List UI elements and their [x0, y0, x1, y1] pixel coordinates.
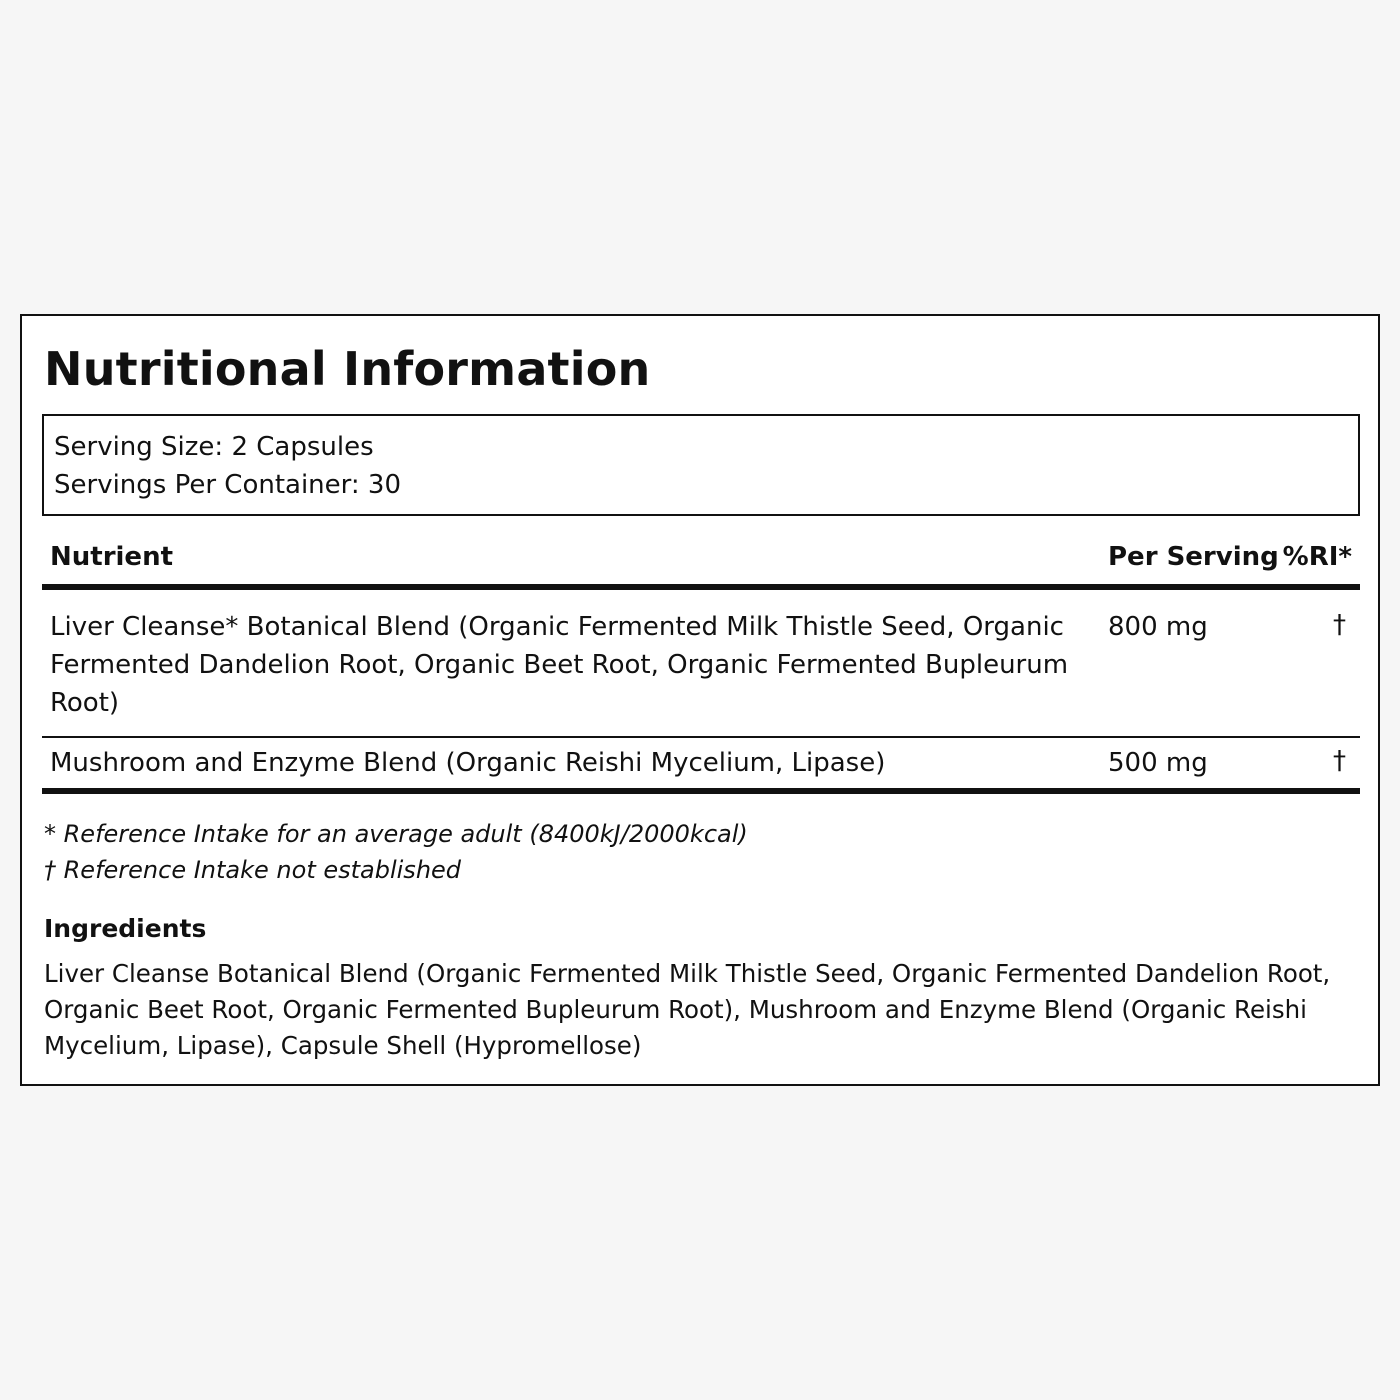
- column-header-nutrient: Nutrient: [50, 542, 174, 572]
- nutrient-ri: †: [1333, 746, 1346, 776]
- table-header: [42, 538, 1360, 590]
- column-header-per-serving: Per Serving: [1108, 542, 1279, 572]
- table-row: [42, 590, 1360, 738]
- nutrient-amount: 500 mg: [1108, 748, 1208, 778]
- nutrient-name: Mushroom and Enzyme Blend (Organic Reishi Mycelium, Lipase): [50, 748, 886, 778]
- ingredients-heading: Ingredients: [44, 914, 207, 943]
- column-header-ri: %RI*: [1282, 542, 1352, 572]
- nutrition-panel: [20, 314, 1380, 1086]
- nutrient-amount: 800 mg: [1108, 612, 1208, 642]
- footnote-reference-intake: * Reference Intake for an average adult (8400kJ/2000kcal): [44, 820, 748, 848]
- footnote-not-established: † Reference Intake not established: [44, 856, 462, 884]
- servings-per-container: Servings Per Container: 30: [54, 470, 402, 500]
- nutrient-table: [42, 538, 1360, 794]
- serving-size: Serving Size: 2 Capsules: [54, 432, 374, 462]
- nutrient-ri: †: [1333, 610, 1346, 640]
- ingredients-text: Liver Cleanse Botanical Blend (Organic Fermented Milk Thistle Seed, Organic Fermented Dandelion Root, Organic Beet Root, Organic Fermented Bupleurum Root), Mushroom and Enzyme Blend (Organic Reishi Mycelium, Lipase), Capsule Shell (Hypromellose): [44, 959, 1331, 1060]
- table-row: [42, 738, 1360, 794]
- footnotes: [44, 816, 1344, 888]
- serving-info-box: [42, 414, 1360, 516]
- page-title: Nutritional Information: [44, 342, 651, 396]
- nutrient-name: Liver Cleanse* Botanical Blend (Organic Fermented Milk Thistle Seed, Organic Fermented Dandelion Root, Organic Beet Root, Organic Fermented Bupleurum Root): [50, 612, 1069, 718]
